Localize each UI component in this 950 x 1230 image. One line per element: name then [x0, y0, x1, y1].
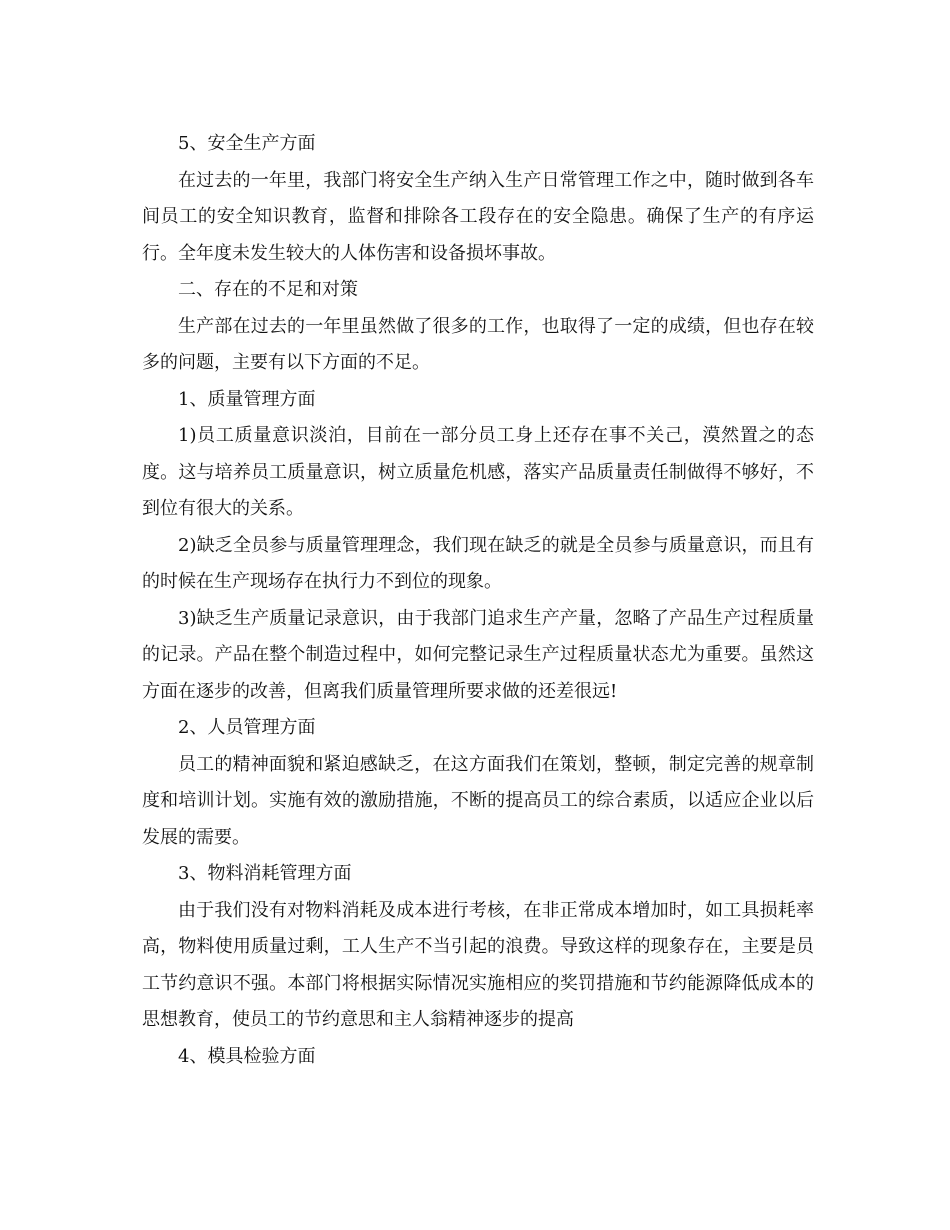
paragraph-personnel: 员工的精神面貌和紧迫感缺乏，在这方面我们在策划，整顿，制定完善的规章制度和培训计划。实施有效的激励措施，不断的提高员工的综合素质，以适应企业以后发展的需要。: [142, 753, 814, 848]
paragraph-safety: 在过去的一年里，我部门将安全生产纳入生产日常管理工作之中，随时做到各车间员工的安全知识教育，监督和排除各工段存在的安全隐患。确保了生产的有序运行。全年度未发生较大的人体伤害和设备损坏事故。: [142, 169, 814, 264]
document-body: [142, 126, 814, 1075]
section-heading-molds: 4、模具检验方面: [178, 1045, 316, 1067]
paragraph-shortcomings-intro: 生产部在过去的一年里虽然做了很多的工作，也取得了一定的成绩，但也存在较多的问题，主要有以下方面的不足。: [142, 315, 814, 373]
section-heading-safety: 5、安全生产方面: [178, 133, 316, 154]
section-heading-personnel: 2、人员管理方面: [178, 717, 316, 738]
paragraph-materials: 由于我们没有对物料消耗及成本进行考核，在非正常成本增加时，如工具损耗率高，物料使用质量过剩，工人生产不当引起的浪费。导致这样的现象存在，主要是员工节约意识不强。本部门将根据实际情况实施相应的奖罚措施和节约能源降低成本的思想教育，使员工的节约意思和主人翁精神逐步的提高: [142, 899, 814, 1030]
paragraph-quality-1: 1)员工质量意识淡泊，目前在一部分员工身上还存在事不关己，漠然置之的态度。这与培养员工质量意识，树立质量危机感，落实产品质量责任制做得不够好，不到位有很大的关系。: [142, 425, 814, 519]
section-heading-quality: 1、质量管理方面: [178, 388, 316, 410]
section-heading-shortcomings: 二、存在的不足和对策: [178, 279, 358, 300]
paragraph-quality-2: 2)缺乏全员参与质量管理理念，我们现在缺乏的就是全员参与质量意识，而且有的时候在生产现场存在执行力不到位的现象。: [142, 534, 814, 592]
section-heading-materials: 3、物料消耗管理方面: [178, 863, 352, 884]
paragraph-quality-3: 3)缺乏生产质量记录意识，由于我部门追求生产产量，忽略了产品生产过程质量的记录。产品在整个制造过程中，如何完整记录生产过程质量状态尤为重要。虽然这方面在逐步的改善，但离我们质量管理所要求做的还差很远!: [142, 607, 814, 702]
